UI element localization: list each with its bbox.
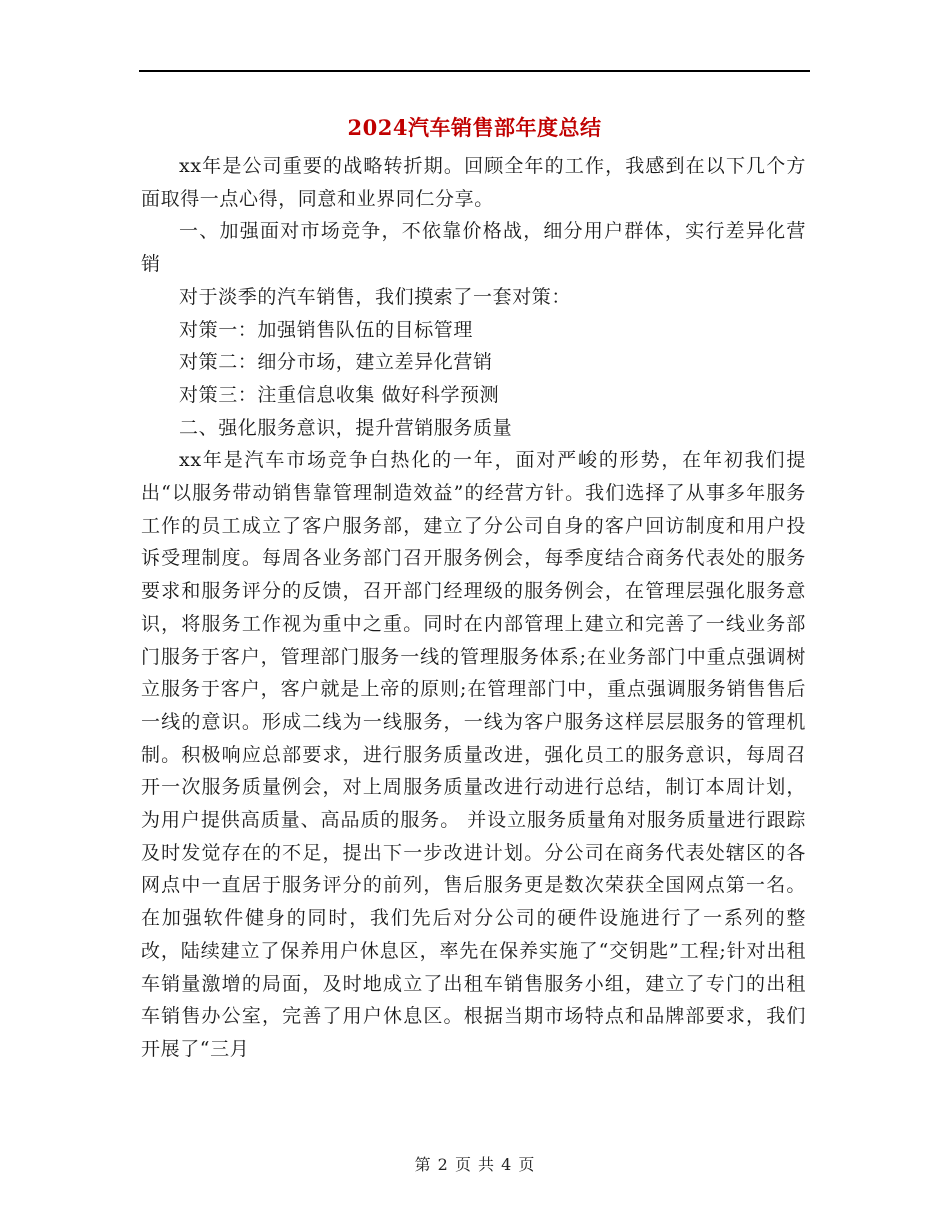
section-heading: 二、强化服务意识，提升营销服务质量 xyxy=(179,416,513,439)
list-item: 对策二：细分市场，建立差异化营销 xyxy=(179,351,493,374)
document-body xyxy=(141,150,806,1066)
paragraph: xx年是汽车市场竞争白热化的一年，面对严峻的形势，在年初我们提出“以服务带动销售靠管理制造效益”的经营方针。我们选择了从事多年服务工作的员工成立了客户服务部，建立了分公司自身的客户回访制度和用户投诉受理制度。每周各业务部门召开服务例会，每季度结合商务代表处的服务要求和服务评分的反馈，召开部门经理级的服务例会，在管理层强化服务意识，将服务工作视为重中之重。同时在内部管理上建立和完善了一线业务部门服务于客户，管理部门服务一线的管理服务体系;在业务部门中重点强调树立服务于客户，客户就是上帝的原则;在管理部门中，重点强调服务销售售后一线的意识。形成二线为一线服务，一线为客户服务这样层层服务的管理机制。积极响应总部要求，进行服务质量改进，强化员工的服务意识，每周召开一次服务质量例会，对上周服务质量改进行动进行总结，制订本周计划，为用户提供高质量、高品质的服务。 并设立服务质量角对服务质量进行跟踪及时发觉存在的不足，提出下一步改进计划。分公司在商务代表处辖区的各网点中一直居于服务评分的前列，售后服务更是数次荣获全国网点第一名。在加强软件健身的同时，我们先后对分公司的硬件设施进行了一系列的整改，陆续建立了保养用户休息区，率先在保养实施了“交钥匙”工程;针对出租车销量激增的局面，及时地成立了出租车销售服务小组，建立了专门的出租车销售办公室，完善了用户休息区。根据当期市场特点和品牌部要求，我们开展了“三月 xyxy=(141,449,806,1060)
document-title: 2024汽车销售部年度总结 xyxy=(347,115,602,140)
page-footer: 第 2 页 共 4 页 xyxy=(414,1155,536,1174)
header-rule xyxy=(139,70,810,72)
section-heading: 一、加强面对市场竞争，不依靠价格战，细分用户群体，实行差异化营销 xyxy=(141,220,806,276)
paragraph: xx年是公司重要的战略转折期。回顾全年的工作，我感到在以下几个方面取得一点心得，同意和业界同仁分享。 xyxy=(141,155,806,210)
paragraph: 对于淡季的汽车销售，我们摸索了一套对策： xyxy=(179,285,572,308)
list-item: 对策一：加强销售队伍的目标管理 xyxy=(179,318,474,341)
list-item: 对策三：注重信息收集 做好科学预测 xyxy=(179,383,500,406)
